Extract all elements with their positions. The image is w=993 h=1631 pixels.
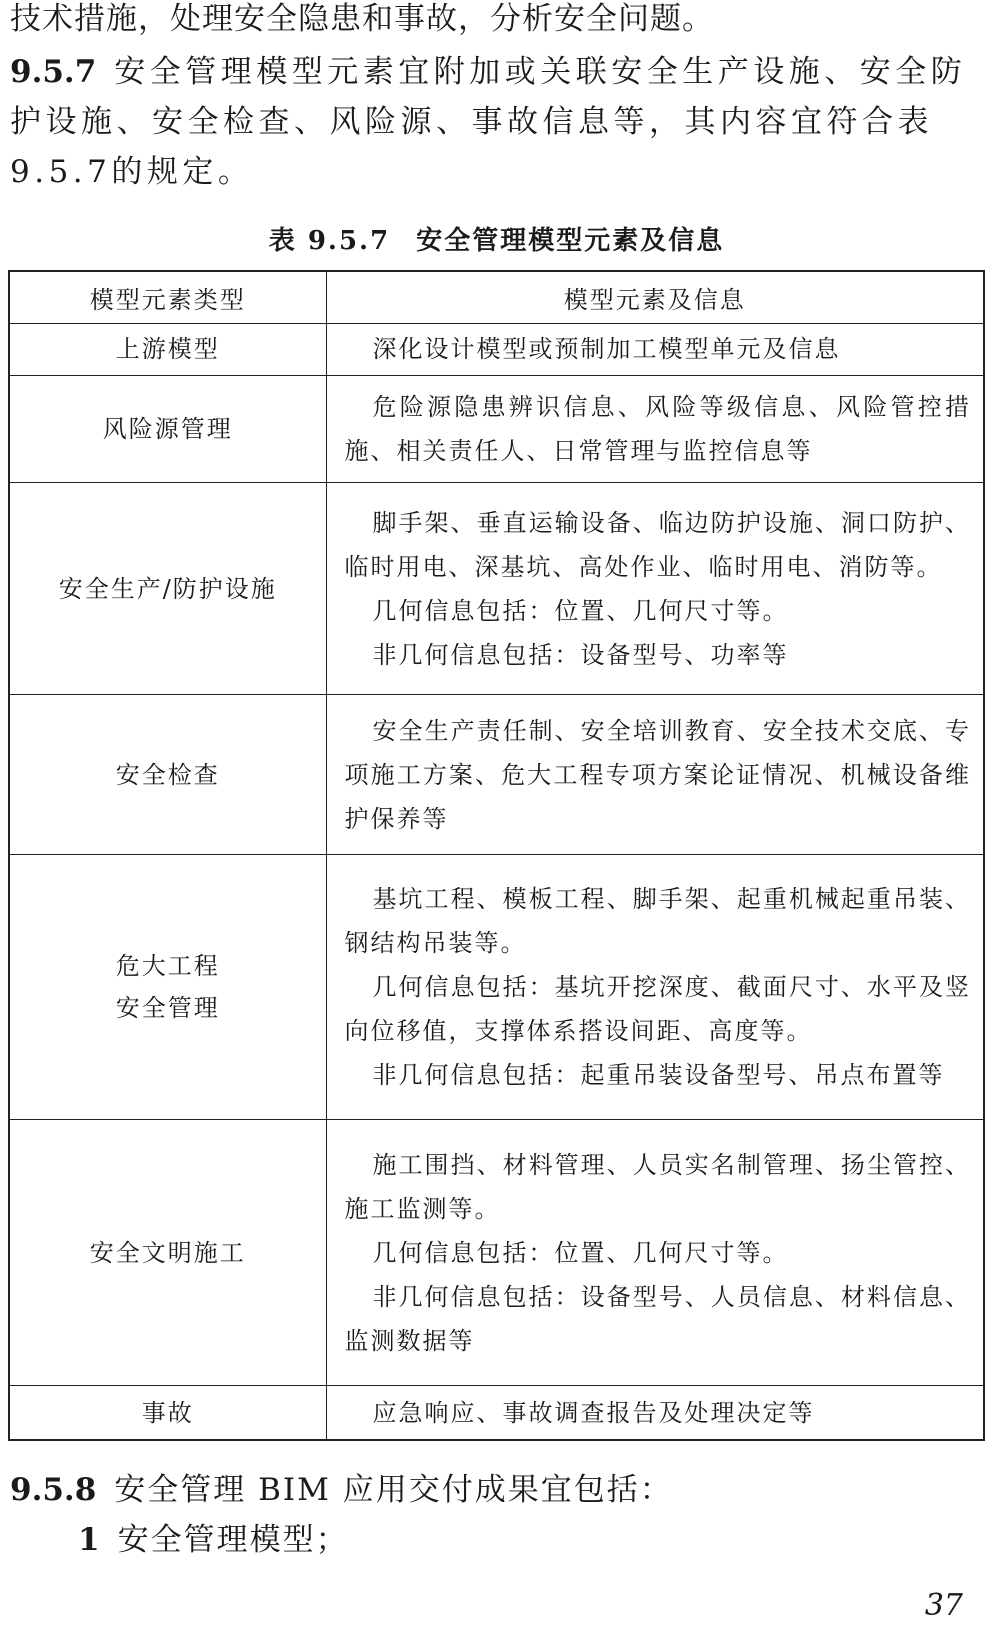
- row-info: [326, 694, 984, 855]
- list-item-number: 1: [78, 1522, 100, 1558]
- row-info-text: 非几何信息包括：起重吊装设备型号、吊点布置等: [372, 1061, 945, 1090]
- clause-9-5-7: [10, 47, 985, 197]
- list-item-text: 安全管理模型；: [117, 1522, 349, 1558]
- row-type-text: 危大工程: [115, 952, 220, 981]
- table-row: [9, 1386, 984, 1440]
- row-info-text: 施工围挡、材料管理、人员实名制管理、扬尘管控、施工监测等。: [344, 1150, 971, 1223]
- table-caption-title: 安全管理模型元素及信息: [416, 226, 725, 256]
- clause-text: 安全管理模型元素宜附加或关联安全生产设施、安全防护设施、安全检查、风险源、事故信息等，其内容宜符合表9.5.7的规定。: [10, 54, 967, 190]
- row-type: [9, 323, 326, 375]
- page-number: 37: [924, 1588, 963, 1623]
- row-type: [9, 1120, 326, 1386]
- clause-number: 9.5.8: [10, 1472, 97, 1508]
- row-info-text: 脚手架、垂直运输设备、临边防护设施、洞口防护、临时用电、深基坑、高处作业、临时用电、消防等。: [344, 508, 971, 581]
- table-row: [9, 1120, 984, 1386]
- row-info-text: 非几何信息包括：设备型号、功率等: [372, 640, 789, 669]
- row-type-text: 风险源管理: [102, 414, 233, 443]
- row-info-text: 几何信息包括：基坑开挖深度、截面尺寸、水平及竖向位移值，支撑体系搭设间距、高度等。: [344, 973, 971, 1046]
- row-type: [9, 1386, 326, 1440]
- row-type: [9, 375, 326, 482]
- table-row: [9, 694, 984, 855]
- row-info-text: 安全生产责任制、安全培训教育、安全技术交底、专项施工方案、危大工程专项方案论证情况、机械设备维护保养等: [344, 716, 971, 833]
- paragraph-continuation: [10, 0, 985, 44]
- row-info-text: 基坑工程、模板工程、脚手架、起重机械起重吊装、钢结构吊装等。: [344, 885, 971, 958]
- table-row: [9, 483, 984, 695]
- row-type-text: 上游模型: [115, 335, 220, 364]
- row-type-text: 安全检查: [115, 760, 220, 789]
- row-type-text: 事故: [141, 1398, 194, 1427]
- row-info-text: 深化设计模型或预制加工模型单元及信息: [372, 335, 841, 364]
- table-row: [9, 855, 984, 1120]
- row-type: [9, 694, 326, 855]
- row-info: [326, 323, 984, 375]
- row-type-text: 安全管理: [115, 994, 220, 1023]
- row-info-text: 应急响应、事故调查报告及处理决定等: [372, 1398, 815, 1427]
- row-type: [9, 483, 326, 695]
- clause-9-5-8: [10, 1465, 985, 1515]
- table-caption-number: 表 9.5.7: [268, 226, 391, 256]
- safety-model-table: [8, 270, 985, 1441]
- row-info: [326, 855, 984, 1120]
- header-type: 模型元素类型: [9, 271, 326, 323]
- header-info: 模型元素及信息: [326, 271, 984, 323]
- continuation-text: 技术措施，处理安全隐患和事故，分析安全问题。: [10, 1, 714, 37]
- list-item: [78, 1515, 985, 1565]
- row-info: [326, 375, 984, 482]
- row-info-text: 非几何信息包括：设备型号、人员信息、材料信息、监测数据等: [344, 1282, 971, 1355]
- table-row: [9, 323, 984, 375]
- row-info: [326, 483, 984, 695]
- clause-number: 9.5.7: [10, 54, 97, 90]
- row-type-text: 安全文明施工: [89, 1238, 246, 1267]
- row-info-text: 几何信息包括：位置、几何尺寸等。: [372, 1238, 789, 1267]
- row-info-text: 危险源隐患辨识信息、风险等级信息、风险管控措施、相关责任人、日常管理与监控信息等: [344, 392, 971, 465]
- table-row: [9, 375, 984, 482]
- row-info: [326, 1120, 984, 1386]
- row-info-text: 几何信息包括：位置、几何尺寸等。: [372, 596, 789, 625]
- row-info: [326, 1386, 984, 1440]
- table-caption: [0, 220, 993, 257]
- row-type-text: 安全生产/防护设施: [58, 574, 277, 603]
- clause-text: 安全管理 BIM 应用交付成果宜包括：: [114, 1472, 673, 1508]
- table-header-row: [9, 271, 984, 323]
- row-type: [9, 855, 326, 1120]
